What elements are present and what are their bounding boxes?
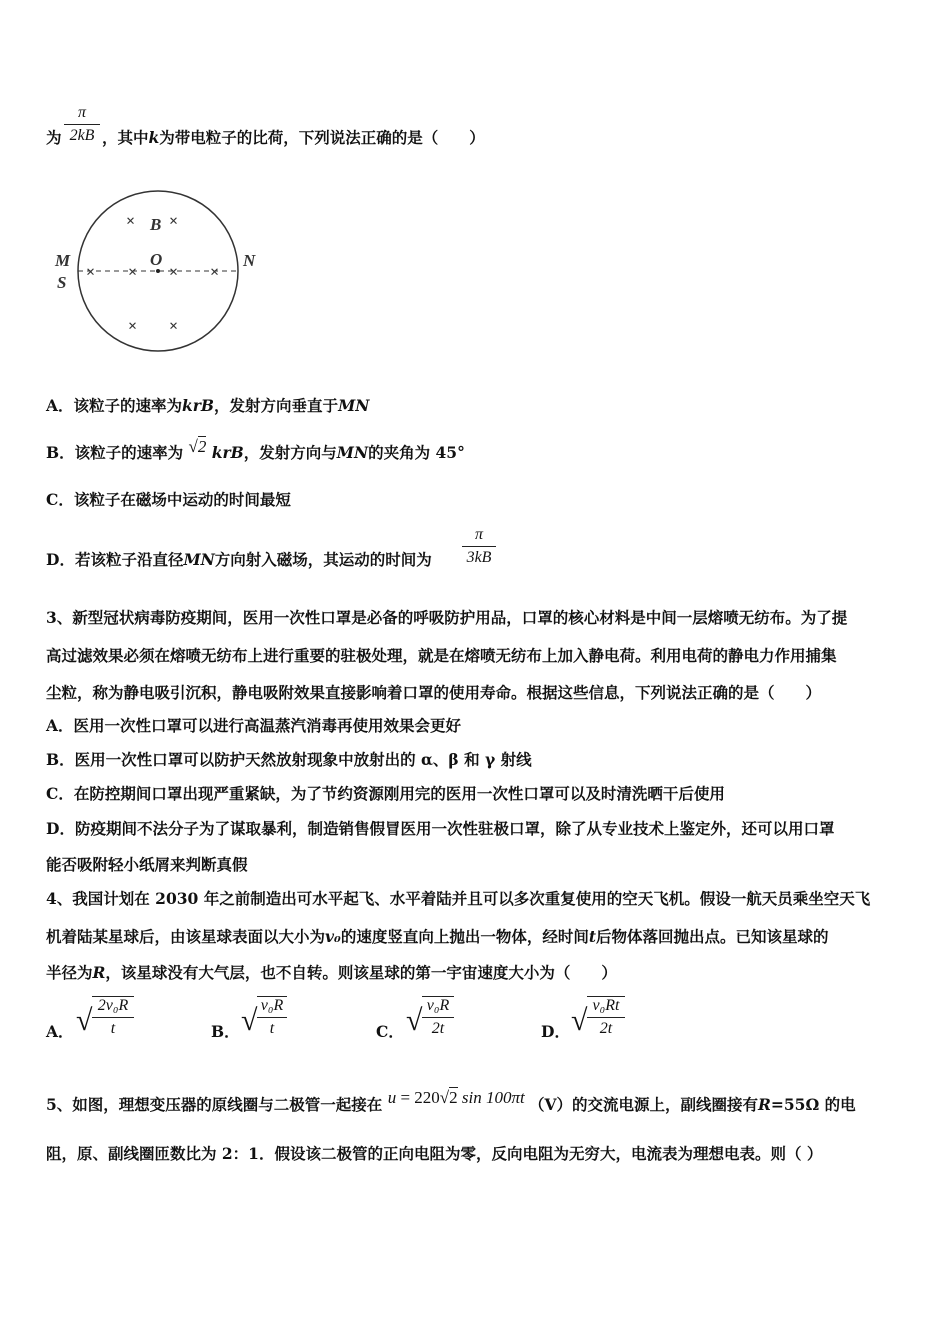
sqrt-radicand: 2	[449, 1088, 458, 1107]
t-symbol: t	[588, 927, 596, 946]
option-text: B．该粒子的速率为	[46, 443, 184, 462]
fraction-bar	[257, 1017, 287, 1018]
stem-text: =55Ω 的电	[770, 1095, 856, 1114]
cross-mark: ×	[169, 318, 179, 335]
fraction-bar	[462, 546, 496, 547]
stem-text: 5、如图，理想变压器的原线圈与二极管一起接在	[46, 1095, 383, 1114]
option-expr: MN	[183, 550, 215, 569]
option-label: D．	[541, 1022, 570, 1041]
option-expr: MN	[336, 443, 369, 462]
formula-eq: = 220	[400, 1088, 440, 1107]
fraction-numerator: v₀Rt	[592, 997, 620, 1014]
sqrt-sign: √	[439, 1088, 450, 1107]
option-expr: MN	[338, 396, 370, 415]
k-symbol: k	[148, 128, 160, 147]
v0-symbol: v₀	[325, 927, 341, 946]
fraction-denominator: t	[110, 1020, 116, 1037]
label-n: N	[243, 251, 256, 270]
option-text: ，发射方向垂直于	[214, 396, 339, 415]
cross-mark: ×	[128, 318, 138, 335]
q2-intro-rest	[102, 126, 485, 148]
label-m: M	[55, 251, 71, 270]
stem-text: 机着陆某星球后，由该星球表面以大小为	[46, 927, 326, 946]
fraction-bar	[64, 124, 100, 125]
fraction-numerator: v₀R	[260, 997, 284, 1014]
stem-text: ，该星球没有大气层，也不自转。则该星球的第一宇宙速度大小为（ ）	[105, 963, 617, 982]
fraction-numerator: v₀R	[426, 997, 450, 1014]
cross-mark: ×	[210, 264, 220, 281]
option-label: A．	[46, 1022, 74, 1041]
center-dot	[156, 269, 160, 273]
sqrt-sign: √	[571, 1004, 588, 1037]
option-text: D．若该粒子沿直径	[46, 550, 184, 569]
cross-mark: ×	[128, 264, 138, 281]
option-fraction	[422, 996, 454, 1038]
cross-mark: ×	[86, 264, 96, 281]
sqrt-sign: √	[241, 1004, 258, 1037]
formula-sin: sin 100πt	[461, 1088, 525, 1107]
stem-text: （V）的交流电源上，副线圈接有	[528, 1095, 759, 1114]
option-expr: krB	[182, 396, 215, 415]
fraction-bar	[422, 1017, 454, 1018]
sqrt-sign: √	[406, 1004, 423, 1037]
option-fraction	[587, 996, 625, 1038]
fraction-bar	[92, 1017, 134, 1018]
formula-u: u	[387, 1088, 397, 1107]
fraction-denominator: 3kB	[466, 549, 492, 566]
voltage-formula	[388, 1088, 529, 1107]
fraction-denominator: 2t	[599, 1020, 613, 1037]
sqrt-sign: √	[76, 1004, 93, 1037]
label-s: S	[57, 273, 67, 292]
q5-stem-line2: 阻，原、副线圈匝数比为 2：1．假设该二极管的正向电阻为零，反向电阻为无穷大，电流表为理想电表。则（ ）	[46, 1144, 823, 1163]
option-text: ，发射方向与	[243, 443, 337, 462]
q2-option-b[interactable]	[46, 437, 465, 463]
option-label: B．	[211, 1022, 240, 1041]
r-symbol: R	[758, 1095, 771, 1114]
q2-intro-fraction	[64, 104, 100, 145]
q2-option-c[interactable]	[46, 488, 291, 510]
q3-stem-line1: 3、新型冠状病毒防疫期间，医用一次性口罩是必备的呼吸防护用品，口罩的核心材料是中间一层熔喷无纺布。为了提	[46, 608, 848, 627]
r-symbol: R	[92, 963, 106, 982]
q3-option-c[interactable]: C．在防控期间口罩出现严重紧缺，为了节约资源刚用完的医用一次性口罩可以及时清洗晒干后使用	[46, 784, 725, 803]
q3-option-b[interactable]: B．医用一次性口罩可以防护天然放射现象中放射出的 α、β 和 γ 射线	[46, 750, 532, 769]
q2-intro-prefix: 为	[46, 128, 62, 147]
intro-text: ，其中	[102, 128, 149, 147]
cross-mark: ×	[169, 264, 179, 281]
stem-text: 后物体落回抛出点。已知该星球的	[596, 927, 829, 946]
q3-stem-line2: 高过滤效果必须在熔喷无纺布上进行重要的驻极处理，就是在熔喷无纺布上加入静电荷。利用电荷的静电力作用捕集	[46, 646, 837, 665]
option-fraction	[92, 996, 134, 1038]
stem-text: 半径为	[46, 963, 93, 982]
fraction-denominator: 2t	[431, 1020, 445, 1037]
option-text: A．该粒子的速率为	[46, 396, 183, 415]
q3-stem-line3: 尘粒，称为静电吸引沉积，静电吸附效果直接影响着口罩的使用寿命。根据这些信息，下列说法正确的是（ ）	[46, 683, 822, 702]
cross-mark: ×	[126, 213, 136, 230]
cross-mark: ×	[169, 213, 179, 230]
option-text: 的夹角为 45°	[368, 443, 465, 462]
sqrt-expression: √2	[188, 437, 207, 456]
option-text: C．该粒子在磁场中运动的时间最短	[46, 490, 291, 509]
q4-stem-line1: 4、我国计划在 2030 年之前制造出可水平起飞、水平着陆并且可以多次重复使用的空天飞机。假设一航天员乘坐空天飞	[46, 889, 871, 908]
q4-stem-line3	[46, 961, 617, 983]
fraction-numerator: π	[474, 526, 483, 543]
option-expr: krB	[211, 443, 244, 462]
magnetic-field-diagram	[50, 188, 270, 368]
label-o: O	[150, 250, 163, 269]
label-b: B	[150, 215, 162, 234]
intro-question: 为带电粒子的比荷，下列说法正确的是（ ）	[159, 128, 485, 147]
q5-stem-line1	[46, 1088, 856, 1115]
q2-option-d-fraction	[462, 526, 496, 567]
fraction-denominator: t	[269, 1020, 275, 1037]
q4-stem-line2	[46, 925, 829, 947]
fraction-bar	[587, 1017, 625, 1018]
option-label: C．	[376, 1022, 404, 1041]
q2-option-a[interactable]	[46, 394, 369, 416]
fraction-numerator: 2v₀R	[97, 997, 129, 1014]
option-text: 方向射入磁场，其运动的时间为	[214, 550, 432, 569]
q3-option-a[interactable]: A．医用一次性口罩可以进行高温蒸汽消毒再使用效果会更好	[46, 716, 462, 735]
fraction-denominator: 2kB	[69, 127, 95, 144]
stem-text: 的速度竖直向上抛出一物体，经时间	[340, 927, 589, 946]
fraction-numerator: π	[77, 104, 86, 121]
q3-option-d-line2[interactable]: 能否吸附轻小纸屑来判断真假	[46, 855, 248, 874]
q2-option-d[interactable]	[46, 548, 432, 570]
q2-intro	[46, 126, 62, 148]
q3-option-d-line1[interactable]: D．防疫期间不法分子为了谋取暴利，制造销售假冒医用一次性驻极口罩，除了从专业技术上鉴定外，还可以用口罩	[46, 819, 835, 838]
sqrt-radicand: 2	[197, 437, 207, 456]
option-fraction	[257, 996, 287, 1038]
